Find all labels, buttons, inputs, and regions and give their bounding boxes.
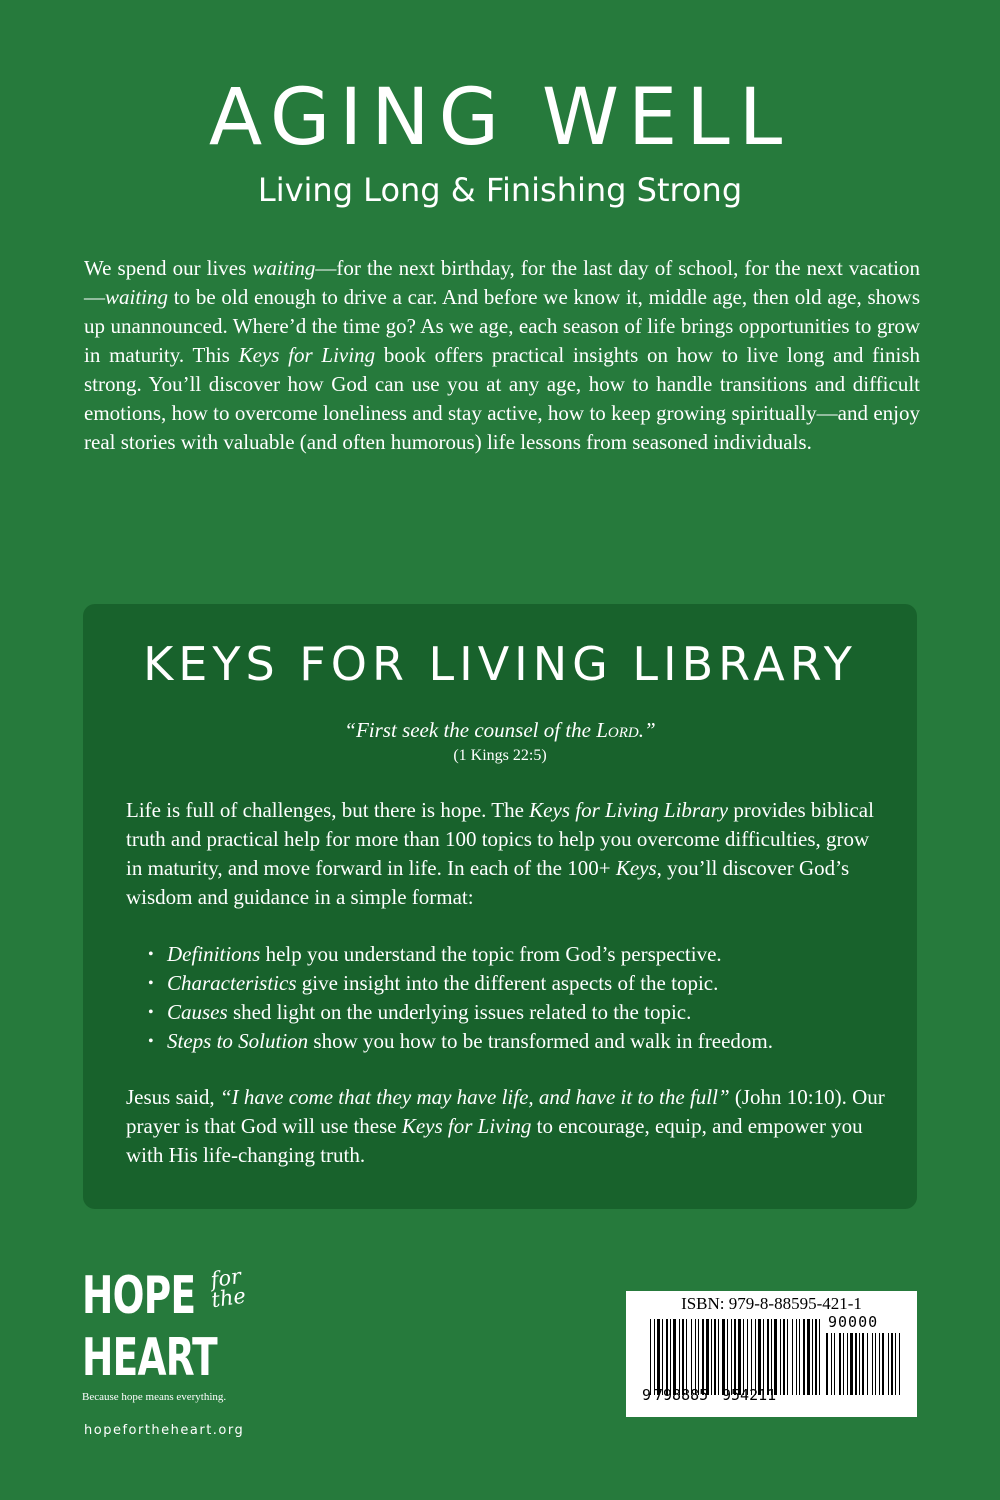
- logo-script: [207, 1264, 248, 1313]
- logo-script-for: for: [209, 1264, 243, 1293]
- italic-run: Keys for Living: [401, 1114, 532, 1138]
- bullet-icon: •: [148, 975, 154, 992]
- logo-script-the: the: [209, 1283, 248, 1313]
- barcode-bar: [751, 1319, 752, 1395]
- isbn-barcode: [626, 1291, 917, 1417]
- italic-run: waiting: [105, 285, 169, 309]
- barcode-bar: [872, 1333, 873, 1395]
- barcode-bar: [888, 1333, 889, 1395]
- barcode-bar: [850, 1333, 853, 1395]
- barcode-bar: [738, 1319, 741, 1395]
- barcode-bar: [855, 1333, 857, 1395]
- barcode-bar: [859, 1333, 860, 1395]
- closing-paragraph: [126, 1083, 886, 1170]
- italic-run: Keys for Living: [238, 343, 376, 367]
- barcode-bar: [743, 1319, 744, 1395]
- barcode-bar: [727, 1319, 728, 1395]
- text-run: , you’ll discover God’s wisdom and guidance in a simple format:: [126, 856, 850, 909]
- barcode-first-digit: 9: [642, 1386, 653, 1404]
- text-run: to be old enough to drive a car. And before we know it, middle age, then old age, shows up unannounced. Where’d the time go? As we age, each season of life brings opportunities to grow in maturity. This: [84, 285, 920, 367]
- barcode-bar: [722, 1319, 725, 1395]
- scripture-reference: (1 Kings 22:5): [453, 747, 547, 764]
- publisher-logo: [82, 1262, 282, 1412]
- barcode-bar: [899, 1333, 900, 1395]
- barcode-bar: [831, 1333, 832, 1395]
- logo-word-hope: HOPE: [82, 1266, 196, 1326]
- barcode-bar: [862, 1333, 864, 1395]
- text-run: book offers practical insights on how to live long and finish strong. You’ll discover how God can use you at any age, how to handle transitions and difficult emotions, how to overcome loneliness and stay active, how to keep growing spiritually—and enjoy real stories with valuable (and often humorous) life lessons from seasoned individuals.: [84, 343, 921, 454]
- barcode-bar: [691, 1319, 692, 1395]
- barcode-right-digits: 954211: [722, 1386, 777, 1404]
- bullet-icon: •: [148, 1033, 154, 1050]
- barcode-bar: [882, 1333, 884, 1395]
- barcode-bar: [792, 1319, 793, 1395]
- barcode-bar: [679, 1319, 680, 1395]
- book-description: [84, 254, 920, 457]
- barcode-bar: [734, 1319, 736, 1395]
- book-subtitle: Living Long & Finishing Strong: [257, 171, 743, 209]
- quote-close: .”: [638, 718, 656, 742]
- logo-tagline: Because hope means everything.: [82, 1391, 227, 1403]
- barcode-bar: [686, 1319, 687, 1395]
- text-run: to encourage, equip, and empower you with His life-changing truth.: [126, 1114, 863, 1167]
- barcode-bar: [731, 1319, 732, 1395]
- barcode-bar: [834, 1333, 835, 1395]
- bullet-text: help you understand the topic from God’s perspective.: [260, 942, 722, 966]
- barcode-bar: [891, 1333, 893, 1395]
- bullet-term: Characteristics: [167, 971, 297, 995]
- list-item: [148, 1027, 898, 1056]
- italic-run: waiting: [252, 256, 316, 280]
- bullet-text: show you how to be transformed and walk in freedom.: [308, 1029, 773, 1053]
- price-code: 90000: [828, 1313, 879, 1331]
- barcode-bar: [780, 1319, 781, 1395]
- barcode-bar: [843, 1333, 844, 1395]
- barcode-bar: [755, 1319, 756, 1395]
- italic-run: Keys for Living Library: [529, 798, 729, 822]
- text-run: We spend our lives: [84, 256, 253, 280]
- barcode-bar: [711, 1319, 712, 1395]
- barcode-bar: [867, 1333, 868, 1395]
- barcode-bar: [847, 1333, 848, 1395]
- bullet-icon: •: [148, 1004, 154, 1021]
- barcode-bar: [718, 1319, 719, 1395]
- barcode-bar: [695, 1319, 696, 1395]
- barcode-bar: [670, 1319, 671, 1395]
- logo-word-heart: HEART: [82, 1328, 217, 1388]
- barcode-bar: [819, 1319, 820, 1395]
- keys-library-panel: [83, 604, 917, 1209]
- bullet-term: Definitions: [167, 942, 261, 966]
- barcode-bar: [666, 1319, 668, 1395]
- barcode-bar: [807, 1319, 810, 1395]
- barcode-bar: [763, 1319, 764, 1395]
- barcode-bar: [771, 1319, 772, 1395]
- bullet-text: give insight into the different aspects of the topic.: [296, 971, 719, 995]
- barcode-bar: [662, 1319, 663, 1395]
- barcode-bar: [783, 1319, 785, 1395]
- barcode-left-digits: 798885: [654, 1386, 709, 1404]
- barcode-bar: [803, 1319, 805, 1395]
- quote-lord: Lord: [596, 718, 639, 742]
- barcode-bar: [875, 1333, 876, 1395]
- bullet-term: Steps to Solution: [167, 1029, 309, 1053]
- text-run: —for the next birthday, for the last day of school, for the next vacation—: [84, 256, 921, 309]
- barcode-bar: [774, 1319, 777, 1395]
- text-run: (John 10:10). Our prayer is that God will use these: [126, 1085, 885, 1138]
- barcode-bar: [747, 1319, 748, 1395]
- bullet-icon: •: [148, 946, 154, 963]
- barcode-bar: [799, 1319, 800, 1395]
- publisher-website: hopefortheheart.org: [84, 1423, 245, 1438]
- barcode-bar: [714, 1319, 716, 1395]
- list-item: [148, 969, 898, 998]
- barcode-bar: [698, 1319, 699, 1395]
- barcode-bar: [706, 1319, 709, 1395]
- panel-title: KEYS FOR LIVING LIBRARY: [143, 637, 857, 691]
- text-run: Jesus said,: [126, 1085, 220, 1109]
- barcode-bar: [812, 1319, 813, 1395]
- barcode-bar: [767, 1319, 769, 1395]
- format-list: [148, 940, 898, 1056]
- list-item: [148, 940, 898, 969]
- barcode-bar: [815, 1319, 817, 1395]
- barcode-bar: [654, 1319, 655, 1395]
- barcode-bar: [657, 1319, 660, 1395]
- barcode-bar: [682, 1319, 684, 1395]
- barcode-bar: [758, 1319, 761, 1395]
- book-title: AGING WELL: [208, 73, 792, 163]
- barcode-bar: [796, 1319, 797, 1395]
- barcode-bar: [879, 1333, 880, 1395]
- bullet-text: shed light on the underlying issues related to the topic.: [227, 1000, 692, 1024]
- barcode-bar: [787, 1319, 788, 1395]
- quote-open: “First seek the counsel of the: [344, 718, 597, 742]
- text-run: Life is full of challenges, but there is hope. The: [126, 798, 530, 822]
- italic-run: Keys: [615, 856, 657, 880]
- barcode-bar: [826, 1333, 828, 1395]
- text-run: provides biblical truth and practical help for more than 100 topics to help you overcome difficulties, grow in maturity, and move forward in life. In each of the 100+: [126, 798, 874, 880]
- list-item: [148, 998, 898, 1027]
- barcode-bar: [673, 1319, 676, 1395]
- barcode-bar: [650, 1319, 651, 1395]
- bullet-term: Causes: [167, 1000, 228, 1024]
- scripture-quote: [83, 716, 917, 744]
- isbn-label: ISBN: 979-8-88595-421-1: [681, 1294, 862, 1313]
- italic-run: “I have come that they may have life, and have it to the full”: [219, 1085, 730, 1109]
- library-intro: [126, 796, 886, 912]
- barcode-bar: [895, 1333, 896, 1395]
- barcode-bar: [702, 1319, 704, 1395]
- barcode-bar: [839, 1333, 841, 1395]
